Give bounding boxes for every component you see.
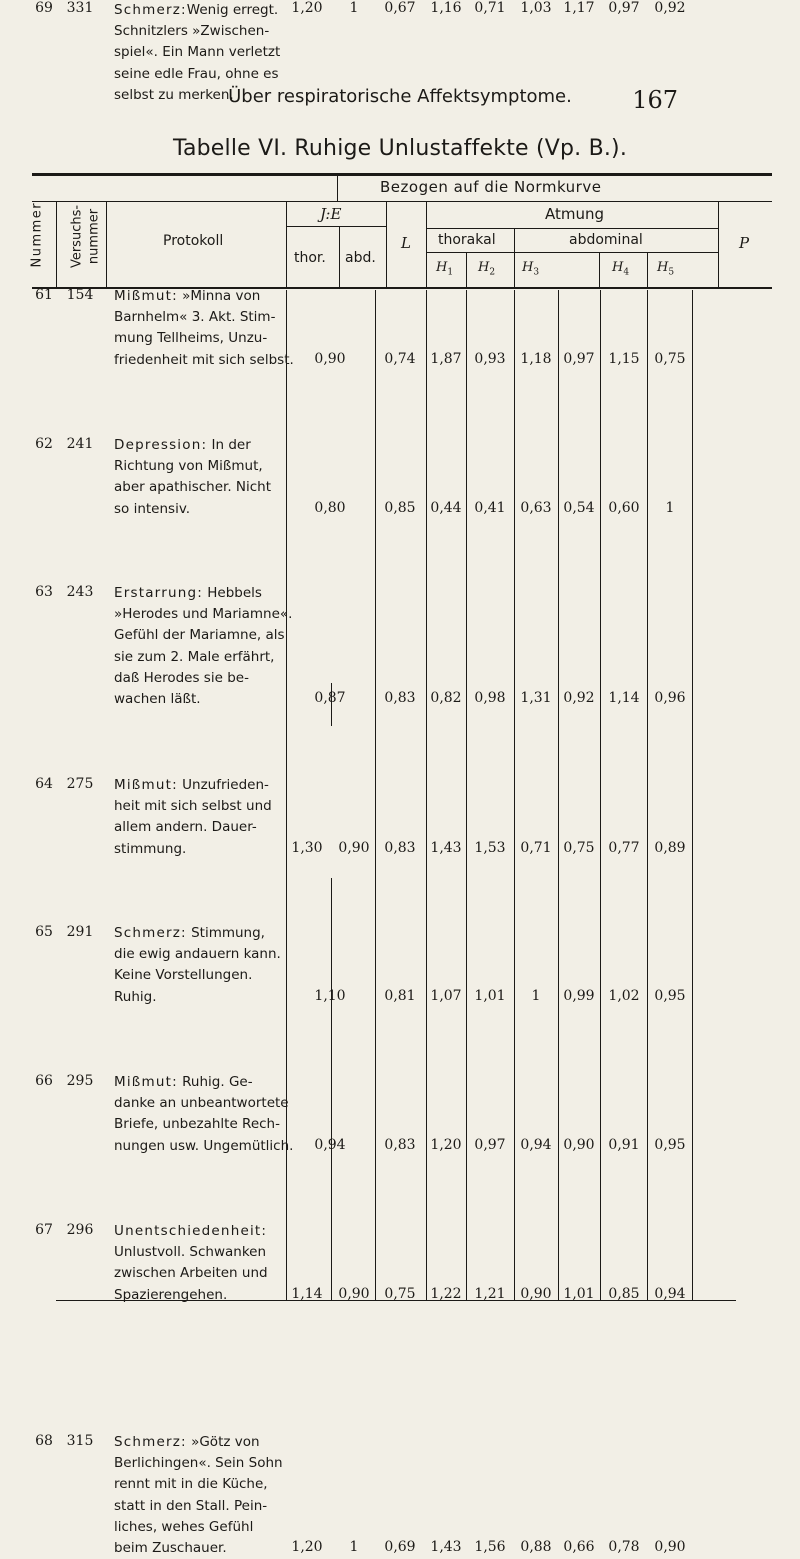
protocol-keyword: Erstarrung: — [114, 585, 203, 601]
cell-H1: 0,44 — [430, 499, 462, 516]
cell-vnr: 296 — [66, 1222, 94, 1238]
protocol-line: stimmung. — [114, 840, 187, 857]
protocol-text — [114, 0, 306, 106]
cell-H5: 1,14 — [608, 690, 640, 706]
cell-L: 0,74 — [384, 350, 416, 367]
cell-je-thor: 0,80 — [314, 499, 346, 516]
cell-H2: 1,56 — [474, 1539, 506, 1555]
cell-vnr: 295 — [66, 1073, 94, 1089]
protocol-keyword: Schmerz: — [114, 1434, 187, 1450]
cell-P: 0,95 — [654, 987, 686, 1004]
cell-H3: 1,31 — [520, 690, 552, 706]
cell-H4: 0,99 — [563, 987, 595, 1004]
cell-P: 0,96 — [654, 690, 686, 706]
protocol-line: »Herodes und Mariamne«. — [114, 606, 293, 623]
cell-vnr: 331 — [66, 0, 94, 16]
header-H4: $H_4$ — [612, 260, 630, 278]
cell-H4: 0,97 — [563, 350, 595, 367]
cell-je-thor: 1,14 — [291, 1285, 323, 1302]
protocol-line — [114, 435, 306, 456]
cell-L: 0,83 — [384, 690, 416, 706]
protocol-text — [114, 923, 306, 1008]
cell-je-thor: 1,30 — [291, 839, 323, 856]
protocol-rest: »Götz von — [186, 1434, 260, 1450]
cell-L: 0,75 — [384, 1285, 416, 1302]
header-bezogen: Bezogen auf die Normkurve — [380, 178, 602, 196]
protocol-line: Briefe, unbezahlte Rech- — [114, 1116, 280, 1133]
protocol-line: aber apathischer. Nicht — [114, 479, 272, 496]
cell-H3: 1,18 — [520, 350, 552, 367]
protocol-line: Schnitzlers »Zwischen- — [114, 23, 270, 40]
header-abdominal: abdominal — [569, 232, 643, 248]
cell-H3: 0,63 — [520, 499, 552, 516]
cell-H1: 1,07 — [430, 987, 462, 1004]
rule — [286, 202, 287, 288]
protocol-line: Unlustvoll. Schwanken — [114, 1244, 267, 1261]
cell-H5: 0,78 — [608, 1539, 640, 1555]
header-P: P — [739, 234, 750, 252]
protocol-keyword: Mißmut: — [114, 288, 178, 304]
cell-nr: 61 — [35, 287, 53, 303]
protocol-line: Keine Vorstellungen. — [114, 967, 253, 984]
header-thorakal: thorakal — [438, 232, 496, 248]
protocol-keyword: Unentschiedenheit: — [114, 1223, 268, 1239]
cell-H5: 0,85 — [608, 1285, 640, 1302]
cell-je-thor: 1,20 — [291, 1539, 323, 1555]
cell-L: 0,81 — [384, 987, 416, 1004]
protocol-line — [114, 286, 306, 307]
cell-H1: 1,43 — [430, 1539, 462, 1555]
cell-H4: 0,90 — [563, 1136, 595, 1153]
cell-H3: 0,88 — [520, 1539, 552, 1555]
cell-nr: 66 — [35, 1073, 53, 1089]
protocol-line: Ruhig. — [114, 988, 157, 1005]
cell-H3: 0,94 — [520, 1136, 552, 1153]
protocol-line: danke an unbeantwortete — [114, 1095, 289, 1112]
protocol-keyword: Mißmut: — [114, 1074, 178, 1090]
protocol-rest: In der — [207, 437, 251, 453]
cell-H4: 1,17 — [563, 0, 595, 16]
protocol-rest: Ruhig. Ge- — [177, 1074, 253, 1090]
header-protokoll: Protokoll — [163, 233, 224, 249]
protocol-line — [114, 0, 306, 21]
protocol-text — [114, 1072, 306, 1157]
cell-H3: 1,03 — [520, 0, 552, 16]
protocol-rest: Hebbels — [202, 585, 262, 601]
rule — [718, 202, 719, 288]
header-je: J:E — [320, 205, 342, 223]
cell-H5: 0,60 — [608, 499, 640, 516]
protocol-keyword: Schmerz: — [114, 2, 187, 18]
rule — [337, 174, 338, 202]
protocol-line: selbst zu merken. — [114, 86, 234, 103]
protocol-text — [114, 1432, 306, 1559]
protocol-line: sie zum 2. Male erfährt, — [114, 648, 275, 665]
protocol-line: nungen usw. Ungemütlich. — [114, 1137, 294, 1154]
cell-H1: 1,16 — [430, 0, 462, 16]
protocol-line — [114, 1072, 306, 1093]
rule — [426, 252, 718, 253]
protocol-line: die ewig andauern kann. — [114, 946, 281, 963]
cell-nr: 67 — [35, 1222, 53, 1238]
protocol-rest: Unzufrieden- — [177, 777, 269, 793]
protocol-keyword: Depression: — [114, 437, 208, 453]
protocol-line: rennt mit in die Küche, — [114, 1476, 268, 1493]
protocol-text — [114, 1221, 306, 1306]
header-H5: $H_5$ — [657, 260, 675, 278]
cell-P: 0,95 — [654, 1136, 686, 1153]
cell-vnr: 315 — [66, 1433, 94, 1449]
protocol-line: Barnhelm« 3. Akt. Stim- — [114, 309, 276, 326]
protocol-line: daß Herodes sie be- — [114, 669, 249, 686]
rule — [647, 253, 648, 288]
protocol-line: friedenheit mit sich selbst. — [114, 351, 294, 368]
header-H3: $H_3$ — [522, 260, 540, 278]
cell-je-thor: 1,20 — [291, 0, 323, 16]
protocol-text — [114, 775, 306, 860]
protocol-text — [114, 583, 306, 710]
cell-P: 0,90 — [654, 1539, 686, 1555]
header-H1: $H_1$ — [436, 260, 454, 278]
rule — [286, 226, 386, 227]
cell-H4: 0,75 — [563, 839, 595, 856]
cell-L: 0,85 — [384, 499, 416, 516]
protocol-line: statt in den Stall. Pein- — [114, 1497, 268, 1514]
rule — [339, 226, 340, 288]
cell-vnr: 291 — [66, 924, 94, 940]
cell-H3: 0,71 — [520, 839, 552, 856]
table-top-rule — [32, 173, 772, 176]
cell-P: 0,92 — [654, 0, 686, 16]
cell-L: 0,83 — [384, 1136, 416, 1153]
cell-H2: 0,71 — [474, 0, 506, 16]
cell-H5: 0,91 — [608, 1136, 640, 1153]
cell-nr: 64 — [35, 776, 53, 792]
cell-vnr: 154 — [66, 287, 94, 303]
header-H2: $H_2$ — [478, 260, 496, 278]
protocol-line: allem andern. Dauer- — [114, 819, 257, 836]
cell-H1: 0,82 — [430, 690, 462, 706]
cell-vnr: 243 — [66, 584, 94, 600]
cell-P: 0,94 — [654, 1285, 686, 1302]
protocol-line: so intensiv. — [114, 500, 191, 517]
protocol-line: Gefühl der Mariamne, als — [114, 627, 285, 644]
page-number: 167 — [632, 86, 678, 114]
cell-je-abd: 0,90 — [338, 839, 370, 856]
cell-nr: 69 — [35, 0, 53, 16]
protocol-text — [114, 435, 306, 520]
cell-H2: 1,53 — [474, 839, 506, 856]
cell-H1: 1,22 — [430, 1285, 462, 1302]
protocol-rest: Stimmung, — [186, 925, 265, 941]
cell-H1: 1,43 — [430, 839, 462, 856]
header-abd: abd. — [345, 250, 376, 266]
cell-nr: 68 — [35, 1433, 53, 1449]
header-L: L — [401, 234, 411, 252]
cell-H1: 1,87 — [430, 350, 462, 367]
rule — [56, 202, 57, 288]
rule — [386, 202, 387, 288]
table-title: Tabelle VI. Ruhige Unlustaffekte (Vp. B.). — [172, 136, 628, 161]
cell-vnr: 275 — [66, 776, 94, 792]
rule — [331, 878, 332, 1300]
cell-H5: 1,15 — [608, 350, 640, 367]
cell-je-thor: 0,94 — [314, 1136, 346, 1153]
cell-H4: 1,01 — [563, 1285, 595, 1302]
header-nummer: Nummer — [29, 201, 45, 268]
protocol-keyword: Mißmut: — [114, 777, 178, 793]
protocol-rest: »Minna von — [177, 288, 261, 304]
rule — [514, 229, 515, 288]
protocol-line: mung Tellheims, Unzu- — [114, 330, 268, 347]
protocol-line: Richtung von Mißmut, — [114, 458, 263, 475]
protocol-line — [114, 775, 306, 796]
cell-L: 0,67 — [384, 0, 416, 16]
cell-H2: 0,93 — [474, 350, 506, 367]
cell-je-thor: 1,10 — [314, 987, 346, 1004]
cell-L: 0,69 — [384, 1539, 416, 1555]
cell-H2: 1,21 — [474, 1285, 506, 1302]
rule — [466, 253, 467, 288]
header-thor: thor. — [294, 250, 326, 266]
cell-H2: 0,98 — [474, 690, 506, 706]
protocol-line: heit mit sich selbst und — [114, 798, 272, 815]
cell-H5: 0,77 — [608, 839, 640, 856]
rule — [599, 253, 600, 288]
protocol-line: spiel«. Ein Mann verletzt — [114, 44, 281, 61]
cell-je-abd: 1 — [349, 1539, 359, 1555]
cell-H5: 1,02 — [608, 987, 640, 1004]
protocol-line: zwischen Arbeiten und — [114, 1265, 268, 1282]
cell-je-abd: 0,90 — [338, 1285, 370, 1302]
protocol-text — [114, 286, 306, 371]
cell-je-thor: 0,87 — [314, 690, 346, 706]
cell-P: 1 — [665, 499, 675, 516]
protocol-line: Spazierengehen. — [114, 1286, 228, 1303]
protocol-line: Berlichingen«. Sein Sohn — [114, 1455, 283, 1472]
protocol-line: liches, wehes Gefühl — [114, 1518, 254, 1535]
protocol-line — [114, 923, 306, 944]
header-atmung: Atmung — [545, 205, 605, 223]
protocol-rest: Wenig erregt. — [186, 2, 279, 18]
cell-H3: 0,90 — [520, 1285, 552, 1302]
cell-nr: 65 — [35, 924, 53, 940]
rule — [32, 201, 772, 202]
cell-H4: 0,66 — [563, 1539, 595, 1555]
protocol-line — [114, 1221, 306, 1242]
cell-H5: 0,97 — [608, 0, 640, 16]
protocol-line: wachen läßt. — [114, 691, 201, 708]
header-versuchs: Versuchs- — [69, 204, 85, 269]
cell-P: 0,89 — [654, 839, 686, 856]
cell-vnr: 241 — [66, 436, 94, 452]
cell-H3: 1 — [531, 987, 541, 1004]
protocol-line: beim Zuschauer. — [114, 1540, 227, 1557]
protocol-line — [114, 1432, 306, 1453]
cell-H1: 1,20 — [430, 1136, 462, 1153]
protocol-line: seine edle Frau, ohne es — [114, 65, 279, 82]
cell-L: 0,83 — [384, 839, 416, 856]
cell-H2: 0,97 — [474, 1136, 506, 1153]
cell-je-abd: 1 — [349, 0, 359, 16]
cell-P: 0,75 — [654, 350, 686, 367]
cell-H2: 1,01 — [474, 987, 506, 1004]
header-versuchsnummer: nummer — [86, 208, 102, 265]
cell-nr: 63 — [35, 584, 53, 600]
rule — [426, 202, 427, 288]
cell-H2: 0,41 — [474, 499, 506, 516]
cell-H4: 0,54 — [563, 499, 595, 516]
rule — [106, 202, 107, 288]
protocol-line — [114, 583, 306, 604]
cell-H4: 0,92 — [563, 690, 595, 706]
cell-nr: 62 — [35, 436, 53, 452]
cell-je-thor: 0,90 — [314, 350, 346, 367]
running-head: Über respiratorische Affektsymptome. — [228, 86, 572, 107]
protocol-keyword: Schmerz: — [114, 925, 187, 941]
rule — [426, 228, 718, 229]
